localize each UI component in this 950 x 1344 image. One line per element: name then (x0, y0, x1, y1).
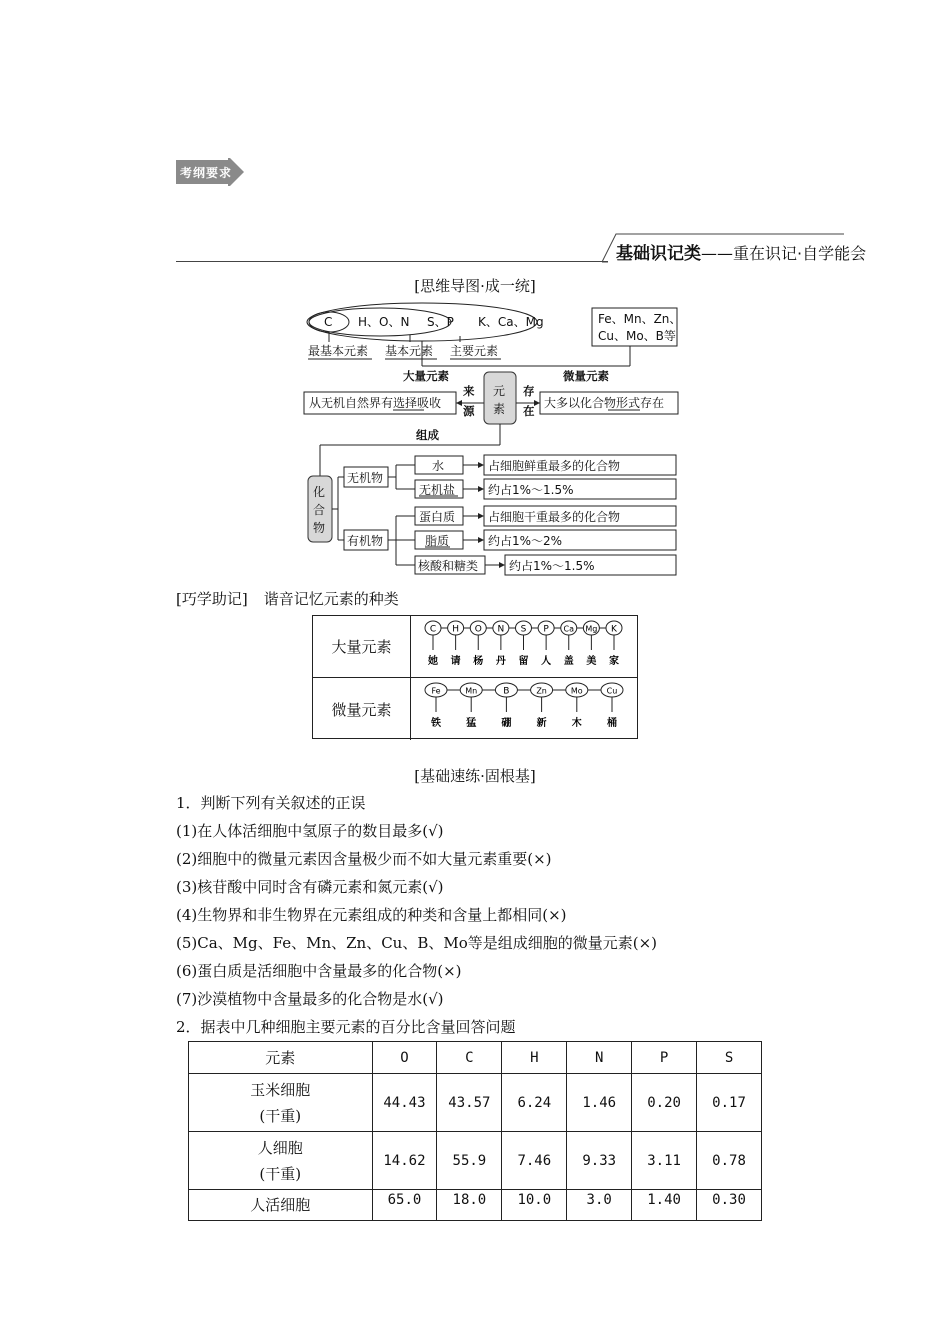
section-title-bold: 基础识记类 (616, 244, 701, 264)
micro-homophone-char: 新 (536, 718, 547, 729)
value-cell: 6.24 (502, 1074, 567, 1132)
label-basic: 基本元素 (385, 344, 434, 358)
micro-homophone-char: 桶 (607, 718, 617, 729)
macro-element-symbol: H (452, 624, 460, 635)
macro-bead (538, 621, 554, 667)
macro-bead (448, 621, 464, 667)
value-cell: 18.0 (437, 1190, 502, 1221)
value-cell: 14.62 (372, 1132, 437, 1190)
lipid-desc: 约占1%～2% (488, 534, 563, 548)
macro-label: 大量元素 (313, 616, 411, 677)
micro-bead (460, 683, 482, 729)
header-cell: C (437, 1042, 502, 1074)
macro-element-symbol: Mg (585, 624, 598, 634)
row-label: 玉米细胞 (干重) (189, 1074, 373, 1132)
macro-bead (606, 621, 622, 667)
ellipse-kcamg: K、Ca、Mg (478, 315, 544, 329)
micro-element-symbol: Mo (570, 686, 583, 696)
macro-homophone-char: 家 (609, 656, 619, 667)
mnemonic-table (312, 615, 638, 739)
lipid-label: 脂质 (425, 534, 450, 548)
label-main: 主要元素 (450, 344, 499, 358)
judge-item-4: (4)生物界和非生物界在元素组成的种类和含量上都相同(×) (176, 906, 567, 924)
exist-c1: 存 (523, 384, 535, 398)
micro-homophone-char: 硼 (501, 718, 512, 729)
center-c1: 元 (493, 384, 506, 398)
judge-item-3: (3)核苷酸中同时含有磷元素和氮元素(√) (176, 878, 444, 896)
header-cell: P (632, 1042, 697, 1074)
macro-homophone-char: 她 (428, 656, 438, 667)
micro-element-symbol: B (503, 686, 510, 697)
value-cell: 65.0 (372, 1190, 437, 1221)
value-cell: 10.0 (502, 1190, 567, 1221)
judge-item-6: (6)蛋白质是活细胞中含量最多的化合物(×) (176, 962, 462, 980)
macro-bead (583, 621, 599, 667)
header-cell: S (697, 1042, 762, 1074)
row-label: 人活细胞 (189, 1190, 373, 1221)
ellipse-hon: H、O、N (358, 315, 410, 329)
macro-homophone-char: 丹 (495, 656, 506, 667)
macro-element-symbol: K (611, 624, 617, 635)
macro-bead (493, 621, 509, 667)
macro-element-symbol: N (497, 624, 505, 635)
compound-c1: 化 (313, 485, 326, 499)
value-cell: 43.57 (437, 1074, 502, 1132)
nucleic-label: 核酸和糖类 (418, 559, 479, 573)
micro-bead (531, 683, 553, 729)
header-cell: O (372, 1042, 437, 1074)
mindmap-heading: [思维导图·成一统] (414, 277, 536, 295)
value-cell: 3.0 (567, 1190, 632, 1221)
macro-element-symbol: O (474, 624, 482, 635)
macro-homophone-char: 留 (518, 656, 529, 667)
judge-item-7: (7)沙漠植物中含量最多的化合物是水(√) (176, 990, 444, 1008)
macro-homophone-char: 杨 (473, 656, 484, 667)
judge-item-5: (5)Ca、Mg、Fe、Mn、Zn、Cu、B、Mo等是组成细胞的微量元素(×) (176, 934, 658, 952)
macro-element-symbol: S (520, 624, 527, 635)
value-cell: 3.11 (632, 1132, 697, 1190)
practice-heading: [基础速练·固根基] (414, 767, 536, 785)
micro-homophone-char: 猛 (466, 718, 477, 729)
header-cell: H (502, 1042, 567, 1074)
water-label: 水 (432, 459, 445, 473)
micro-homophone-char: 铁 (431, 718, 441, 729)
macro-element-symbol: P (543, 624, 549, 635)
section-title (602, 232, 867, 264)
element-mindmap (300, 300, 685, 580)
value-cell: 44.43 (372, 1074, 437, 1132)
compound-c2: 合 (313, 503, 326, 517)
micro-homophone-char: 木 (571, 718, 582, 729)
section-rule (176, 261, 608, 262)
source-c1: 来 (463, 384, 475, 398)
label-basic-most: 最基本元素 (308, 344, 369, 358)
value-cell: 0.78 (697, 1132, 762, 1190)
element-percentage-table (188, 1041, 762, 1221)
label-macro: 大量元素 (403, 369, 449, 383)
ellipse-sp: S、P (427, 315, 454, 329)
value-cell: 0.30 (697, 1190, 762, 1221)
source-box: 从无机自然界有选择吸收 (309, 396, 442, 410)
tip-text: 谐音记忆元素的种类 (263, 590, 399, 608)
value-cell: 0.17 (697, 1074, 762, 1132)
micro-bead (601, 683, 623, 729)
tip-label: [巧学助记] (176, 590, 248, 608)
micro-line2: Cu、Mo、B等 (598, 329, 676, 343)
macro-element-symbol: Ca (563, 624, 574, 634)
macro-homophone-char: 美 (586, 656, 597, 667)
macro-bead (516, 621, 532, 667)
table-row (189, 1190, 762, 1221)
judge-item-2: (2)细胞中的微量元素因含量极少而不如大量元素重要(×) (176, 850, 552, 868)
judge-item-1: (1)在人体活细胞中氢原子的数目最多(√) (176, 822, 444, 840)
value-cell: 9.33 (567, 1132, 632, 1190)
table-header-row (189, 1042, 762, 1074)
protein-label: 蛋白质 (419, 510, 456, 524)
mnemonic-tip (176, 588, 399, 609)
micro-bead (566, 683, 588, 729)
salt-label: 无机盐 (419, 483, 456, 497)
value-cell: 1.46 (567, 1074, 632, 1132)
source-c2: 源 (463, 404, 475, 418)
micro-label: 微量元素 (313, 678, 411, 740)
micro-bead (495, 683, 517, 729)
value-cell: 7.46 (502, 1132, 567, 1190)
table-row (189, 1132, 762, 1190)
micro-line1: Fe、Mn、Zn、 (598, 312, 682, 326)
exist-box: 大多以化合物形式存在 (544, 396, 665, 410)
micro-bead (425, 683, 447, 729)
micro-element-symbol: Fe (431, 686, 441, 696)
micro-row (313, 678, 637, 740)
macro-bead (561, 621, 577, 667)
macro-homophone-char: 人 (541, 656, 552, 667)
macro-homophone-char: 盖 (563, 656, 574, 667)
macro-row (313, 616, 637, 678)
value-cell: 55.9 (437, 1132, 502, 1190)
center-c2: 素 (493, 402, 506, 416)
exist-c2: 在 (523, 404, 535, 418)
micro-element-symbol: Cu (606, 686, 618, 696)
protein-desc: 占细胞干重最多的化合物 (488, 510, 621, 524)
inorganic-label: 无机物 (347, 471, 384, 485)
macro-element-symbol: C (429, 624, 437, 635)
label-micro: 微量元素 (563, 369, 609, 383)
micro-element-symbol: Zn (536, 686, 547, 696)
value-cell: 1.40 (632, 1190, 697, 1221)
header-cell: N (567, 1042, 632, 1074)
ellipse-c: C (324, 315, 333, 329)
question-1: 1．判断下列有关叙述的正误 (176, 794, 366, 812)
organic-label: 有机物 (347, 534, 384, 548)
water-desc: 占细胞鲜重最多的化合物 (488, 459, 621, 473)
nucleic-desc: 约占1%～1.5% (509, 559, 595, 573)
row-label: 人细胞 (干重) (189, 1132, 373, 1190)
label-compose: 组成 (416, 428, 439, 442)
header-cell: 元素 (189, 1042, 373, 1074)
table-row (189, 1074, 762, 1132)
macro-bead (470, 621, 486, 667)
value-cell: 0.20 (632, 1074, 697, 1132)
tag-label: 考纲要求 (180, 166, 233, 180)
micro-element-symbol: Mn (465, 686, 478, 696)
exam-requirement-tag (176, 158, 246, 186)
macro-bead (425, 621, 441, 667)
macro-homophone-char: 请 (450, 656, 461, 667)
section-title-rest: ——重在识记·自学能会 (701, 244, 867, 263)
question-2: 2．据表中几种细胞主要元素的百分比含量回答问题 (176, 1018, 516, 1036)
compound-c3: 物 (313, 521, 326, 535)
salt-desc: 约占1%～1.5% (488, 483, 574, 497)
